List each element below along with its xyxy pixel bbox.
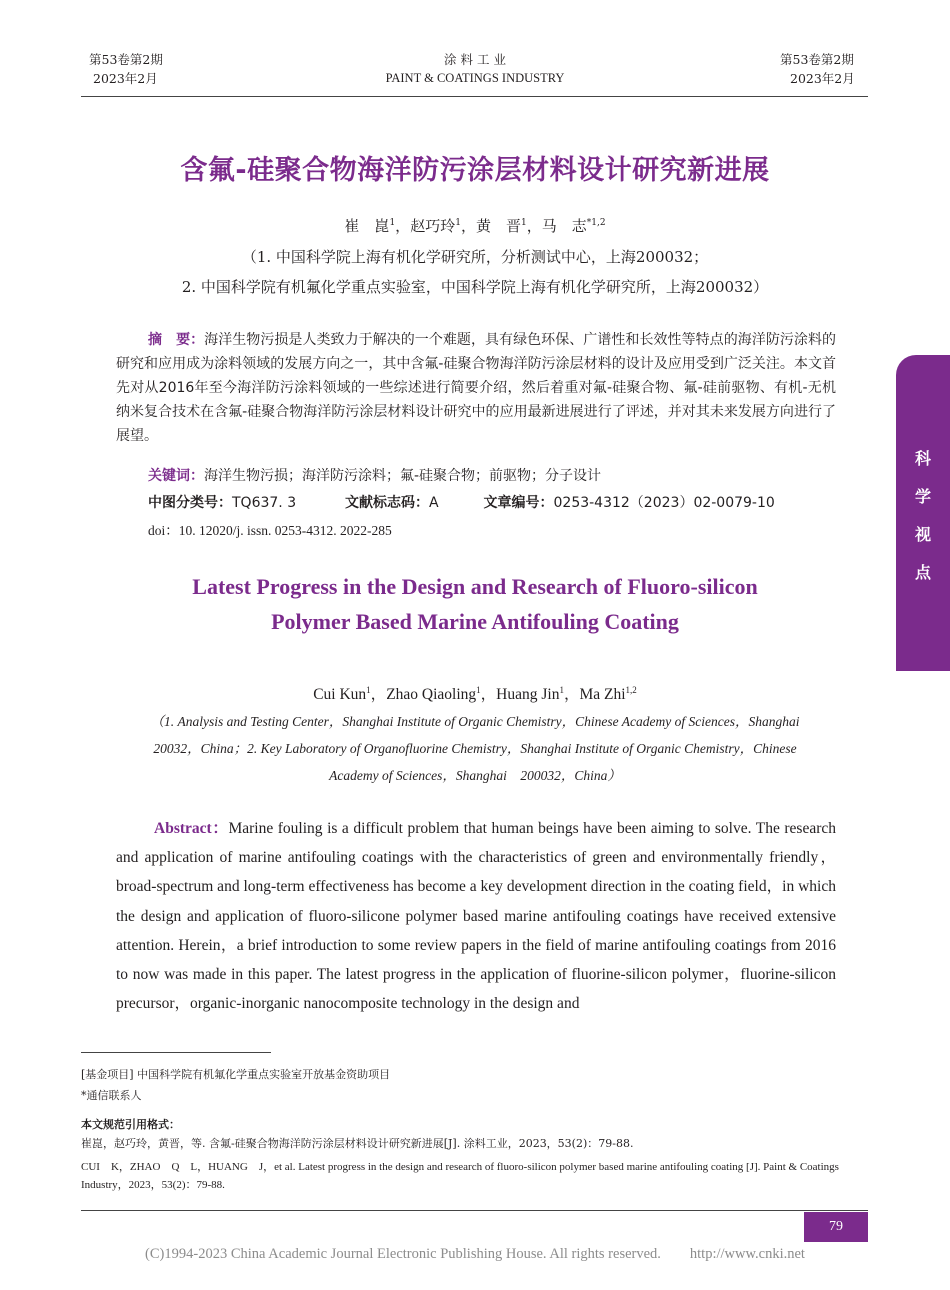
clc-value: TQ637. 3 — [232, 495, 297, 511]
abstract-en — [116, 814, 836, 1018]
classification-row — [148, 492, 775, 512]
title-en-line-1: Latest Progress in the Design and Research of Fluoro-silicon — [192, 574, 758, 599]
side-tab-char: 科 — [914, 449, 931, 468]
doi: doi：10. 12020/j. issn. 0253-4312. 2022-285 — [148, 523, 392, 538]
article-no-value: 0253-4312（2023）02-0079-10 — [553, 495, 775, 511]
header-journal-en: PAINT & COATINGS INDUSTRY — [385, 71, 565, 85]
side-tab-char: 学 — [914, 487, 931, 506]
cnki-copyright: (C)1994-2023 China Academic Journal Electronic Publishing House. All rights reserved. http://www.cnki.net — [145, 1246, 805, 1262]
author-cn: 崔 崑$^1$ — [344, 217, 396, 235]
abstract-cn-text: 海洋生物污损是人类致力于解决的一个难题，具有绿色环保、广谱性和长效性等特点的海洋防污涂料的研究和应用成为涂料领域的发展方向之一，其中含氟-硅聚合物海洋防污涂层材料的设计及应用受到广泛关注。本文首先对从2016年至今海洋防污涂料领域的一些综述进行简要介绍，然后着重对氟-硅聚合物、氟-硅前驱物、有机-无机纳米复合技术在含氟-硅聚合物海洋防污涂层材料设计研究中的应用最新进展进行了评述，并对其未来发展方向进行了展望。 — [116, 332, 837, 444]
fund-note: [基金项目] 中国科学院有机氟化学重点实验室开放基金资助项目 — [81, 1068, 391, 1081]
author-en: Cui Kun$^1$ — [313, 684, 371, 703]
affiliation-cn-2: 2. 中国科学院有机氟化学重点实验室，中国科学院上海有机化学研究所，上海200032） — [181, 278, 769, 296]
affiliation-en-line-3: Academy of Sciences，Shanghai 200032，China） — [329, 768, 621, 783]
affiliation-en-line-1: （1. Analysis and Testing Center，Shanghai Institute of Organic Chemistry，Chinese Academy of Sciences，Shanghai — [150, 714, 800, 729]
affiliation-cn-1: （1. 中国科学院上海有机化学研究所，分析测试中心，上海200032； — [241, 248, 709, 266]
footer-rule — [81, 1210, 868, 1211]
corresponding-note: *通信联系人 — [81, 1089, 142, 1102]
article-no-label: 文章编号： — [483, 495, 554, 511]
authors-en: Cui Kun$^1$，Zhao Qiaoling$^1$，Huang Jin$^1$，Ma Zhi$^{1,2}$ — [313, 684, 637, 703]
author-cn: 马 志$^{*1,2}$ — [541, 217, 606, 235]
citation-en: CUI K，ZHAO Q L，HUANG J，et al. Latest progress in the design and research of fluoro-silicon polymer based marine antifouling coating [J]. Paint & Coatings Industry，2023，53(2)：79-88. — [81, 1161, 839, 1191]
header-rule — [81, 96, 868, 97]
affiliation-en — [120, 708, 830, 789]
clc-label: 中图分类号： — [148, 495, 232, 511]
title-en-line-2: Polymer Based Marine Antifouling Coating — [271, 609, 679, 634]
citation-cn: 崔崑，赵巧玲，黄晋，等. 含氟-硅聚合物海洋防污涂层材料设计研究新进展[J]. 涂料工业，2023，53(2)：79-88. — [81, 1137, 634, 1150]
affiliation-en-line-2: 20032，China；2. Key Laboratory of Organofluorine Chemistry，Shanghai Institute of Organic Chemistry，Chinese — [153, 741, 797, 756]
author-en: Ma Zhi$^{1,2}$ — [579, 684, 637, 703]
side-tab-char: 点 — [914, 563, 931, 582]
side-tab-char: 视 — [914, 525, 931, 544]
title-cn: 含氟-硅聚合物海洋防污涂层材料设计研究新进展 — [180, 155, 770, 186]
keywords — [148, 465, 601, 485]
author-en: Zhao Qiaoling$^1$ — [386, 684, 481, 703]
header-left-date: 2023年2月 — [93, 71, 158, 86]
doc-code-value: A — [429, 495, 439, 511]
keywords-text: 海洋生物污损；海洋防污涂料；氟-硅聚合物；前驱物；分子设计 — [204, 468, 602, 484]
keywords-label: 关键词： — [148, 468, 204, 484]
footnote-rule — [81, 1052, 271, 1053]
header-right-date: 2023年2月 — [790, 71, 855, 86]
author-cn: 黄 晋$^1$ — [475, 217, 527, 235]
doc-code-label: 文献标志码： — [345, 495, 430, 511]
author-cn: 赵巧玲$^1$ — [410, 217, 461, 235]
abstract-en-text: Marine fouling is a difficult problem that human beings have been aiming to solve. The research and application of marine antifouling coatings with the characteristics of green and environmentally friendly，broad-spectrum and long-term effectiveness has become a key development direction in the coating field，in which the design and application of fluoro-silicone polymer based marine antifouling coatings have received extensive attention. Herein，a brief introduction to some review papers in the field of marine antifouling coatings from 2016 to now was made in this paper. The latest progress in the application of fluorine-silicon polymer，fluorine-silicon precursor，organic-inorganic nanocomposite technology in the design and — [116, 820, 836, 1013]
author-en: Huang Jin$^1$ — [496, 684, 564, 703]
header-left-volume: 第53卷第2期 — [89, 52, 163, 67]
abstract-cn-label: 摘 要： — [148, 332, 205, 348]
abstract-en-label: Abstract： — [154, 820, 229, 837]
header-right — [780, 50, 855, 88]
header-journal-cn: 涂 料 工 业 — [444, 52, 506, 67]
header-right-volume: 第53卷第2期 — [780, 52, 854, 67]
page-number-badge: 79 — [804, 1212, 868, 1242]
section-side-tab-label — [896, 440, 950, 592]
authors-cn: 崔 崑$^1$，赵巧玲$^1$，黄 晋$^1$，马 志$^{*1,2}$ — [344, 217, 606, 235]
abstract-cn — [116, 328, 836, 448]
citation-heading: 本文规范引用格式： — [81, 1118, 180, 1131]
